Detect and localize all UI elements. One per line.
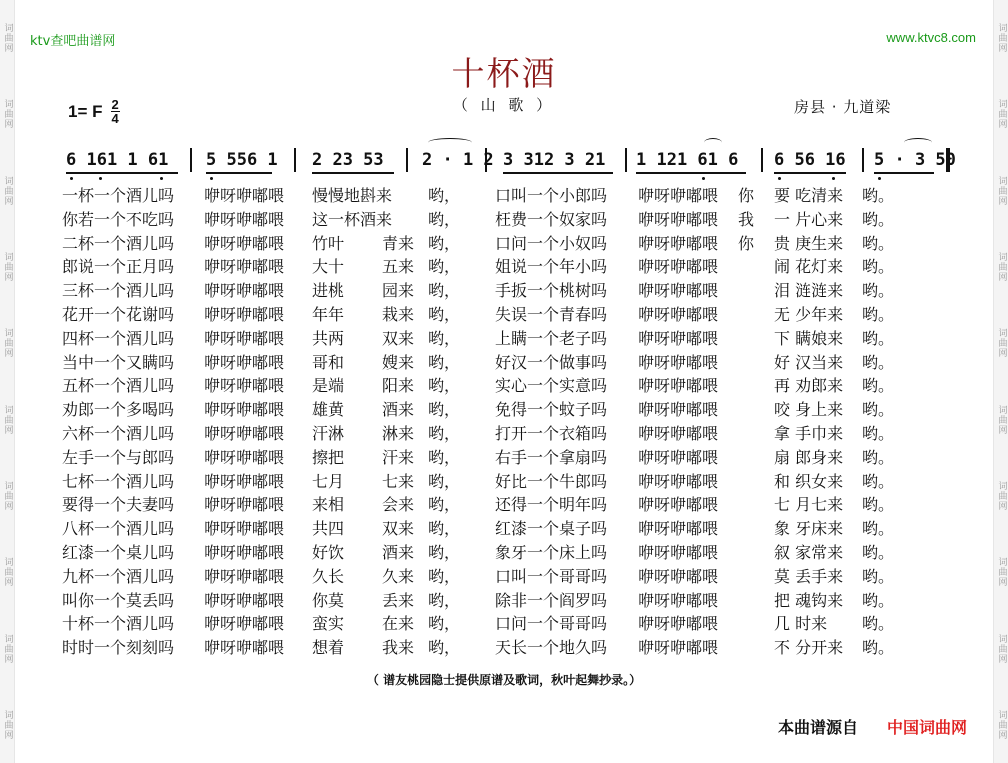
measure-6: 1 121 61 6 [636,150,739,170]
song-title: 十杯酒 [451,54,557,93]
lyric-phrase: 要得一个夫妻吗 [62,495,175,515]
beam-underline [66,172,178,174]
lyric-phrase: 园来 [382,281,415,301]
lyric-phrase: 酒来 [382,542,415,562]
lyric-phrase: 咿呀咿嘟喂 [204,471,285,491]
lyric-phrase: 下 瞒娘来 [774,328,844,348]
lyric-phrase: 七 月七来 [774,495,844,515]
measure-5: 3 312 3 21 [503,150,606,170]
lyric-phrase: 左手一个与郎吗 [62,447,175,467]
lyric-phrase: 哟。 [862,400,895,420]
source-site-link[interactable]: 中国词曲网 [887,718,968,737]
beam-underline [503,172,613,174]
measure-2: 5 556 1 [206,150,278,170]
lyric-phrase: 好比一个牛郎吗 [495,471,608,491]
lyric-phrase: 二杯一个酒儿吗 [62,233,175,253]
barline [406,148,408,172]
lyric-phrase: 咿呀咿嘟喂 [204,519,285,539]
barline [294,148,296,172]
lyric-phrase: 上瞒一个老子吗 [495,328,608,348]
lyric-phrase: 你莫 [312,590,345,610]
measure-8: 5 · 3 50 [874,150,956,170]
lyric-phrase: 哟。 [862,257,895,277]
lyric-line [62,635,962,659]
watermark-text: 词曲网 [996,480,1007,511]
lyric-phrase: 哟， [428,471,461,491]
lyric-phrase: 共四 [312,519,345,539]
lyric-phrase: 贵 庚生来 [774,233,844,253]
low-octave-dot [70,177,73,180]
lyric-phrase: 哟， [428,614,461,634]
watermark-text: 词曲网 [996,709,1007,740]
lyric-phrase: 莫 丢手来 [774,566,844,586]
slur-mark [904,138,932,147]
lyric-phrase: 栽来 [382,304,415,324]
lyric-line [62,540,962,564]
lyric-phrase: 花开一个花谢吗 [62,304,175,324]
lyric-phrase: 红漆一个桌儿吗 [62,542,175,562]
lyric-phrase: 咿呀咿嘟喂 [204,447,285,467]
watermark-text: 词曲网 [996,557,1007,588]
lyric-phrase: 久来 [382,566,415,586]
lyric-phrase: 咿呀咿嘟喂 [204,376,285,396]
lyric-phrase: 年年 [312,304,345,324]
lyric-phrase: 哟。 [862,614,895,634]
lyric-phrase: 咿呀咿嘟喂 [204,257,285,277]
lyric-phrase: 口叫一个哥哥吗 [495,566,608,586]
lyric-phrase: 咿呀咿嘟喂 [638,447,719,467]
lyric-phrase: 会来 [382,495,415,515]
lyric-phrase: 红漆一个桌子吗 [495,519,608,539]
lyric-phrase: 咿呀咿嘟喂 [204,423,285,443]
lyric-phrase: 哟。 [862,328,895,348]
lyric-phrase: 六杯一个酒儿吗 [62,423,175,443]
lyric-phrase: 咿呀咿嘟喂 [204,304,285,324]
lyric-phrase: 失误一个青春吗 [495,304,608,324]
lyric-phrase: 淋来 [382,423,415,443]
lyric-phrase: 久长 [312,566,345,586]
lyric-phrase: 咿呀咿嘟喂 [204,233,285,253]
lyric-phrase: 哟。 [862,186,895,205]
lyric-phrase: 丢来 [382,590,415,610]
lyric-phrase: 五来 [382,257,415,277]
watermark-text: 词曲网 [2,633,13,664]
low-octave-dot [99,177,102,180]
lyric-phrase: 哟， [428,209,461,229]
jianpu-notation-line [62,150,956,176]
lyric-line [62,588,962,612]
lyric-phrase: 哟， [428,352,461,372]
lyric-phrase: 七来 [382,471,415,491]
watermark-text: 词曲网 [2,99,13,130]
beam-underline [774,172,846,174]
lyric-phrase: 汗淋 [312,423,345,443]
lyric-phrase: 还得一个明年吗 [495,495,608,515]
watermark-text: 词曲网 [2,175,13,206]
lyric-line [62,231,962,255]
lyric-phrase: 哟。 [862,352,895,372]
measure-7: 6 56 16 [774,150,846,170]
watermark-text: 词曲网 [2,557,13,588]
lyric-line [62,445,962,469]
lyric-phrase: 哟。 [862,495,895,515]
lyric-phrase: 五杯一个酒儿吗 [62,376,175,396]
lyric-phrase: 咿呀咿嘟喂 [638,233,719,253]
lyric-phrase: 擦把 [312,447,345,467]
lyric-line [62,516,962,540]
lyric-phrase: 雄黄 [312,400,345,420]
lyric-phrase: 慢慢地斟来 [312,186,393,205]
beam-underline [206,172,272,174]
lyric-phrase: 竹叶 [312,233,345,253]
song-genre: （ 山 歌 ） [452,96,556,114]
lyric-phrase: 象牙一个床上吗 [495,542,608,562]
lyric-phrase: 咿呀咿嘟喂 [638,400,719,420]
lyric-line [62,207,962,231]
low-octave-dot [778,177,781,180]
lyric-phrase: 哟， [428,542,461,562]
lyric-phrase: 右手一个拿扇吗 [495,447,608,467]
watermark-text: 词曲网 [996,328,1007,359]
lyric-phrase: 哟， [428,638,461,658]
source-label: 本曲谱源自 [778,718,859,737]
lyric-phrase: 咿呀咿嘟喂 [204,281,285,301]
lyric-phrase: 共两 [312,328,345,348]
lyric-phrase: 咿呀咿嘟喂 [638,638,719,658]
lyric-phrase: 哟。 [862,542,895,562]
lyric-phrase: 一 片心来 [774,209,844,229]
lyric-phrase: 哟， [428,304,461,324]
lyric-phrase: 咬 身上来 [774,400,844,420]
lyric-phrase: 哟。 [862,376,895,396]
lyric-phrase: 十杯一个酒儿吗 [62,614,175,634]
lyric-phrase: 姐说一个年小吗 [495,257,608,277]
lyric-line [62,373,962,397]
lyric-phrase: 咿呀咿嘟喂 [638,376,719,396]
watermark-text: 词曲网 [996,175,1007,206]
site-url-right[interactable]: www.ktvc8.com [886,30,976,45]
lyric-phrase: 哟， [428,590,461,610]
beam-underline [874,172,934,174]
lyric-phrase: 双来 [382,328,415,348]
lyric-phrase: 哟。 [862,281,895,301]
lyric-phrase: 闹 花灯来 [774,257,844,277]
lyric-phrase: 嫂来 [382,352,415,372]
lyric-phrase: 大十 [312,257,345,277]
lyric-phrase: 咿呀咿嘟喂 [638,209,719,229]
lyric-phrase: 我 [738,209,755,229]
lyric-phrase: 哟， [428,423,461,443]
low-octave-dot [832,177,835,180]
lyric-phrase: 哟。 [862,519,895,539]
low-octave-dot [210,177,213,180]
lyric-line [62,183,962,207]
lyric-phrase: 口叫一个小郎吗 [495,186,608,205]
lyric-line [62,302,962,326]
lyric-phrase: 咿呀咿嘟喂 [204,400,285,420]
lyric-phrase: 哟， [428,376,461,396]
lyric-phrase: 咿呀咿嘟喂 [638,519,719,539]
beam-underline [312,172,394,174]
lyric-phrase: 哟。 [862,209,895,229]
lyric-phrase: 要 吃清来 [774,186,844,205]
slur-mark [428,138,472,147]
low-octave-dot [702,177,705,180]
lyric-phrase: 咿呀咿嘟喂 [638,471,719,491]
barline [190,148,192,172]
lyric-phrase: 时时一个刻刻吗 [62,638,175,658]
lyric-line [62,492,962,516]
song-origin: 房县 · 九道梁 [794,98,892,116]
lyric-phrase: 和 织女来 [774,471,844,491]
lyric-phrase: 一杯一个酒儿吗 [62,186,175,205]
lyric-phrase: 不 分开来 [774,638,844,658]
watermark-text: 词曲网 [2,709,13,740]
lyric-phrase: 咿呀咿嘟喂 [204,590,285,610]
lyric-phrase: 咿呀咿嘟喂 [204,209,285,229]
lyric-phrase: 三杯一个酒儿吗 [62,281,175,301]
lyric-phrase: 好饮 [312,542,345,562]
lyric-phrase: 哟。 [862,638,895,658]
lyric-line [62,278,962,302]
lyric-phrase: 好汉一个做事吗 [495,352,608,372]
lyric-phrase: 在来 [382,614,415,634]
lyric-phrase: 你若一个不吃吗 [62,209,175,229]
lyric-phrase: 把 魂钩来 [774,590,844,610]
lyric-phrase: 哥和 [312,352,345,372]
lyric-phrase: 阳来 [382,376,415,396]
lyric-phrase: 哟， [428,519,461,539]
lyric-phrase: 咿呀咿嘟喂 [638,304,719,324]
lyric-phrase: 你 [738,233,755,253]
lyric-phrase: 几 时来 [774,614,828,634]
lyric-phrase: 劝郎一个多喝吗 [62,400,175,420]
lyric-line [62,326,962,350]
lyric-phrase: 打开一个衣箱吗 [495,423,608,443]
lyric-phrase: 我来 [382,638,415,658]
low-octave-dot [878,177,881,180]
barline [625,148,627,172]
time-bottom: 4 [111,111,119,126]
lyric-phrase: 咿呀咿嘟喂 [204,186,285,205]
lyric-phrase: 哟， [428,566,461,586]
lyric-phrase: 咿呀咿嘟喂 [638,495,719,515]
lyric-phrase: 咿呀咿嘟喂 [204,614,285,634]
beam-underline [636,172,746,174]
lyric-phrase: 四杯一个酒儿吗 [62,328,175,348]
lyric-phrase: 扇 郎身来 [774,447,844,467]
watermark-text: 词曲网 [996,23,1007,54]
lyric-phrase: 你 [738,186,755,205]
key-label: 1= F [68,101,103,121]
lyric-phrase: 无 少年来 [774,304,844,324]
lyric-phrase: 咿呀咿嘟喂 [638,566,719,586]
lyric-phrase: 除非一个阎罗吗 [495,590,608,610]
lyric-phrase: 来相 [312,495,345,515]
lyric-phrase: 口问一个小奴吗 [495,233,608,253]
lyric-phrase: 哟。 [862,447,895,467]
lyric-line [62,421,962,445]
lyric-phrase: 咿呀咿嘟喂 [638,542,719,562]
lyric-line [62,397,962,421]
lyric-phrase: 再 劝郎来 [774,376,844,396]
lyric-phrase: 咿呀咿嘟喂 [638,257,719,277]
lyric-phrase: 进桃 [312,281,345,301]
lyric-phrase: 咿呀咿嘟喂 [638,328,719,348]
watermark-text: 词曲网 [2,404,13,435]
lyric-phrase: 哟。 [862,590,895,610]
lyric-phrase: 七月 [312,471,345,491]
measure-3: 2 23 53 [312,150,384,170]
lyric-line [62,611,962,635]
lyric-phrase: 哟。 [862,233,895,253]
lyric-phrase: 哟。 [862,304,895,324]
lyric-phrase: 哟， [428,328,461,348]
lyric-phrase: 蛮实 [312,614,345,634]
watermark-text: 词曲网 [2,23,13,54]
measure-4: 2 · 1 2 [422,150,494,170]
lyric-phrase: 哟， [428,447,461,467]
lyric-phrase: 咿呀咿嘟喂 [638,423,719,443]
lyric-phrase: 泪 涟涟来 [774,281,844,301]
watermark-text: 词曲网 [2,328,13,359]
lyric-phrase: 想着 [312,638,345,658]
lyric-phrase: 手扳一个桃树吗 [495,281,608,301]
lyric-phrase: 哟， [428,281,461,301]
low-octave-dot [160,177,163,180]
lyric-phrase: 免得一个蚊子吗 [495,400,608,420]
barline [761,148,763,172]
measure-1: 6 161 1 61 [66,150,169,170]
lyric-phrase: 枉费一个奴家吗 [495,209,608,229]
lyric-phrase: 八杯一个酒儿吗 [62,519,175,539]
lyric-phrase: 象 牙床来 [774,519,844,539]
lyric-phrase: 哟， [428,495,461,515]
lyric-phrase: 汗来 [382,447,415,467]
lyric-phrase: 郎说一个正月吗 [62,257,175,277]
lyric-phrase: 九杯一个酒儿吗 [62,566,175,586]
lyric-line [62,564,962,588]
lyric-phrase: 咿呀咿嘟喂 [204,328,285,348]
lyric-phrase: 叙 家常来 [774,542,844,562]
watermark-text: 词曲网 [2,252,13,283]
lyric-line [62,469,962,493]
watermark-text: 词曲网 [996,633,1007,664]
time-top: 2 [111,97,119,112]
watermark-text: 词曲网 [2,480,13,511]
lyric-phrase: 哟， [428,400,461,420]
lyric-phrase: 口问一个哥哥吗 [495,614,608,634]
lyric-phrase: 天长一个地久吗 [495,638,608,658]
lyric-phrase: 咿呀咿嘟喂 [638,352,719,372]
lyric-phrase: 咿呀咿嘟喂 [204,638,285,658]
site-name-left[interactable]: ktv查吧曲谱网 [30,34,116,49]
lyrics-block [62,183,962,659]
lyric-phrase: 咿呀咿嘟喂 [204,495,285,515]
watermark-text: 词曲网 [996,99,1007,130]
lyric-phrase: 咿呀咿嘟喂 [638,186,719,205]
lyric-phrase: 咿呀咿嘟喂 [638,614,719,634]
lyric-phrase: 哟， [428,233,461,253]
lyric-line [62,254,962,278]
slur-mark [704,138,722,147]
credit-note: （ 谱友桃园隐士提供原谱及歌词，秋叶起舞抄录。） [366,673,642,687]
lyric-phrase: 哟。 [862,566,895,586]
lyric-phrase: 哟， [428,257,461,277]
lyric-phrase: 咿呀咿嘟喂 [204,566,285,586]
lyric-phrase: 实心一个实意吗 [495,376,608,396]
lyric-phrase: 是端 [312,376,345,396]
lyric-phrase: 哟， [428,186,461,205]
lyric-phrase: 青来 [382,233,415,253]
lyric-phrase: 拿 手巾来 [774,423,844,443]
lyric-phrase: 双来 [382,519,415,539]
lyric-phrase: 这一杯酒来 [312,209,393,229]
lyric-phrase: 咿呀咿嘟喂 [638,281,719,301]
lyric-phrase: 咿呀咿嘟喂 [204,542,285,562]
lyric-phrase: 哟。 [862,471,895,491]
lyric-phrase: 酒来 [382,400,415,420]
lyric-phrase: 咿呀咿嘟喂 [204,352,285,372]
lyric-phrase: 七杯一个酒儿吗 [62,471,175,491]
watermark-text: 词曲网 [996,404,1007,435]
lyric-phrase: 当中一个又瞒吗 [62,352,175,372]
lyric-phrase: 咿呀咿嘟喂 [638,590,719,610]
lyric-phrase: 叫你一个莫丢吗 [62,590,175,610]
lyric-phrase: 好 汉当来 [774,352,844,372]
barline [862,148,864,172]
lyric-phrase: 哟。 [862,423,895,443]
watermark-text: 词曲网 [996,252,1007,283]
lyric-line [62,350,962,374]
